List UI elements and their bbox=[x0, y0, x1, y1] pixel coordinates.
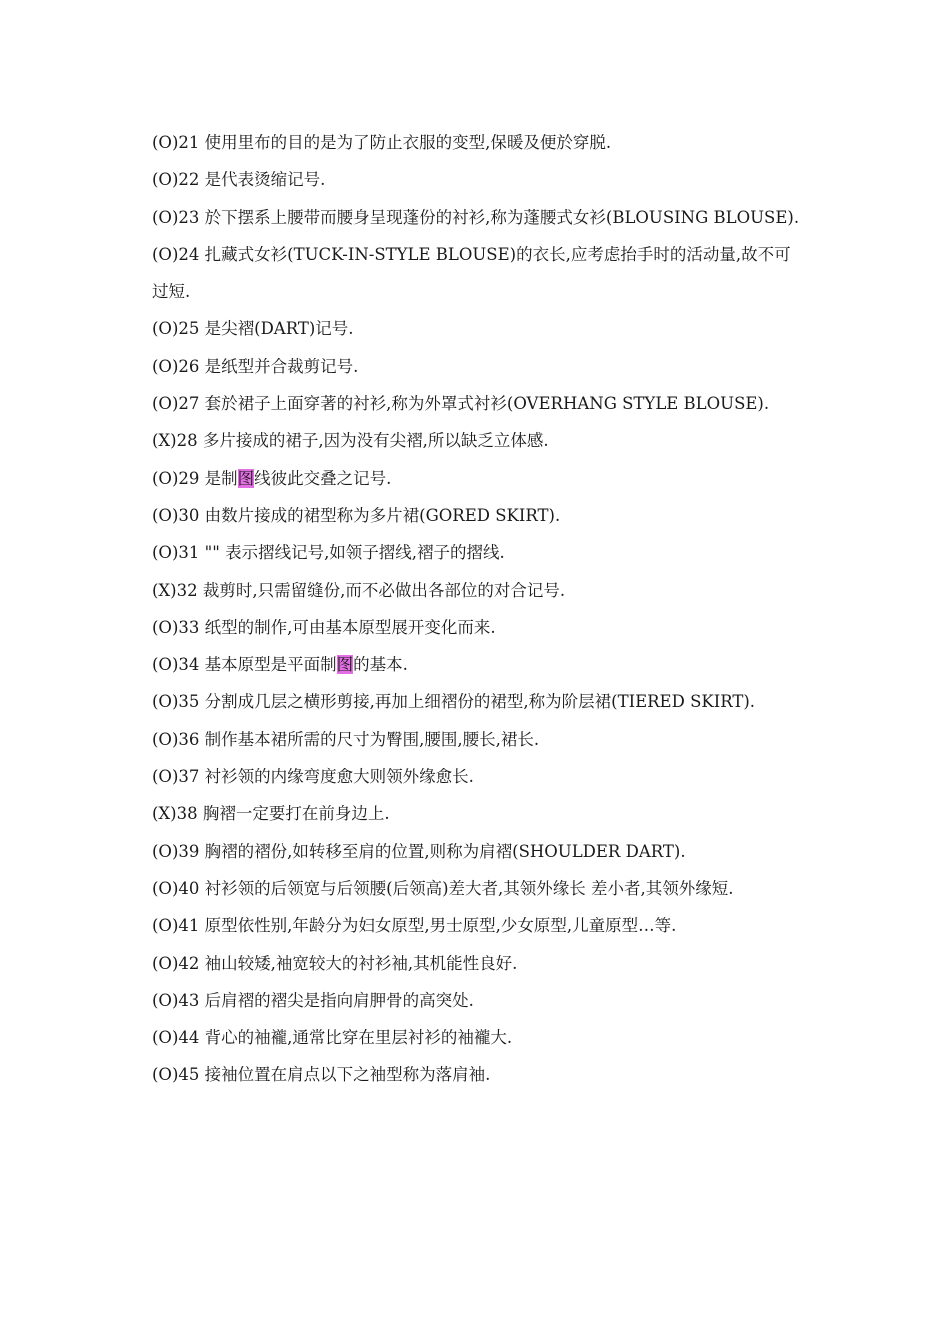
item-text-after: 的基本. bbox=[353, 655, 408, 675]
list-item: (O)31 "" 表示摺线记号,如领子摺线,褶子的摺线. bbox=[152, 543, 505, 563]
list-item: (O)42 袖山较矮,袖宽较大的衬衫袖,其机能性良好. bbox=[152, 953, 518, 973]
list-item: (O)35 分割成几层之横形剪接,再加上细褶份的裙型,称为阶层裙(TIERED SKIRT). bbox=[152, 692, 756, 712]
list-item bbox=[152, 460, 802, 497]
list-item: (O)21 使用里布的目的是为了防止衣服的变型,保暖及便於穿脱. bbox=[152, 133, 612, 152]
list-item: (O)24 扎藏式女衫(TUCK-IN-STYLE BLOUSE)的衣长,应考虑抬手时的活动量,故不可过短. bbox=[152, 244, 791, 302]
item-text-before: (O)34 基本原型是平面制 bbox=[152, 655, 337, 675]
list-item: (X)38 胸褶一定要打在前身边上. bbox=[152, 804, 390, 824]
list-item: (O)23 於下摆系上腰带而腰身呈现蓬份的衬衫,称为蓬腰式女衫(BLOUSING BLOUSE). bbox=[152, 207, 800, 227]
list-item: (X)28 多片接成的裙子,因为没有尖褶,所以缺乏立体感. bbox=[152, 431, 549, 451]
list-item: (O)27 套於裙子上面穿著的衬衫,称为外罩式衬衫(OVERHANG STYLE BLOUSE). bbox=[152, 394, 770, 414]
list-item: (O)41 原型依性别,年龄分为妇女原型,男士原型,少女原型,儿童原型…等. bbox=[152, 916, 677, 936]
highlighted-char: 图 bbox=[237, 468, 255, 488]
item-text-before: (O)29 是制 bbox=[152, 468, 238, 488]
document-body bbox=[152, 124, 802, 1094]
list-item: (O)44 背心的袖襱,通常比穿在里层衬衫的袖襱大. bbox=[152, 1028, 513, 1048]
list-item: (O)39 胸褶的褶份,如转移至肩的位置,则称为肩褶(SHOULDER DART). bbox=[152, 841, 686, 861]
list-item: (O)26 是纸型并合裁剪记号. bbox=[152, 356, 359, 376]
list-item: (O)37 衬衫领的内缘弯度愈大则领外缘愈长. bbox=[152, 767, 474, 787]
list-item: (O)22 是代表烫缩记号. bbox=[152, 170, 326, 190]
list-item: (O)36 制作基本裙所需的尺寸为臀围,腰围,腰长,裙长. bbox=[152, 729, 540, 749]
list-item: (O)43 后肩褶的褶尖是指向肩胛骨的高突处. bbox=[152, 990, 474, 1010]
list-item: (O)30 由数片接成的裙型称为多片裙(GORED SKIRT). bbox=[152, 505, 561, 525]
list-item: (O)33 纸型的制作,可由基本原型展开变化而来. bbox=[152, 617, 496, 637]
list-item: (O)40 衬衫领的后领宽与后领腰(后领高)差大者,其领外缘长 差小者,其领外缘短. bbox=[152, 878, 734, 898]
list-item: (O)45 接袖位置在肩点以下之袖型称为落肩袖. bbox=[152, 1065, 491, 1085]
item-text-after: 线彼此交叠之记号. bbox=[254, 468, 392, 488]
list-item: (O)25 是尖褶(DART)记号. bbox=[152, 319, 354, 339]
highlighted-char: 图 bbox=[336, 655, 354, 675]
list-item bbox=[152, 646, 802, 683]
list-item: (X)32 裁剪时,只需留缝份,而不必做出各部位的对合记号. bbox=[152, 580, 566, 600]
